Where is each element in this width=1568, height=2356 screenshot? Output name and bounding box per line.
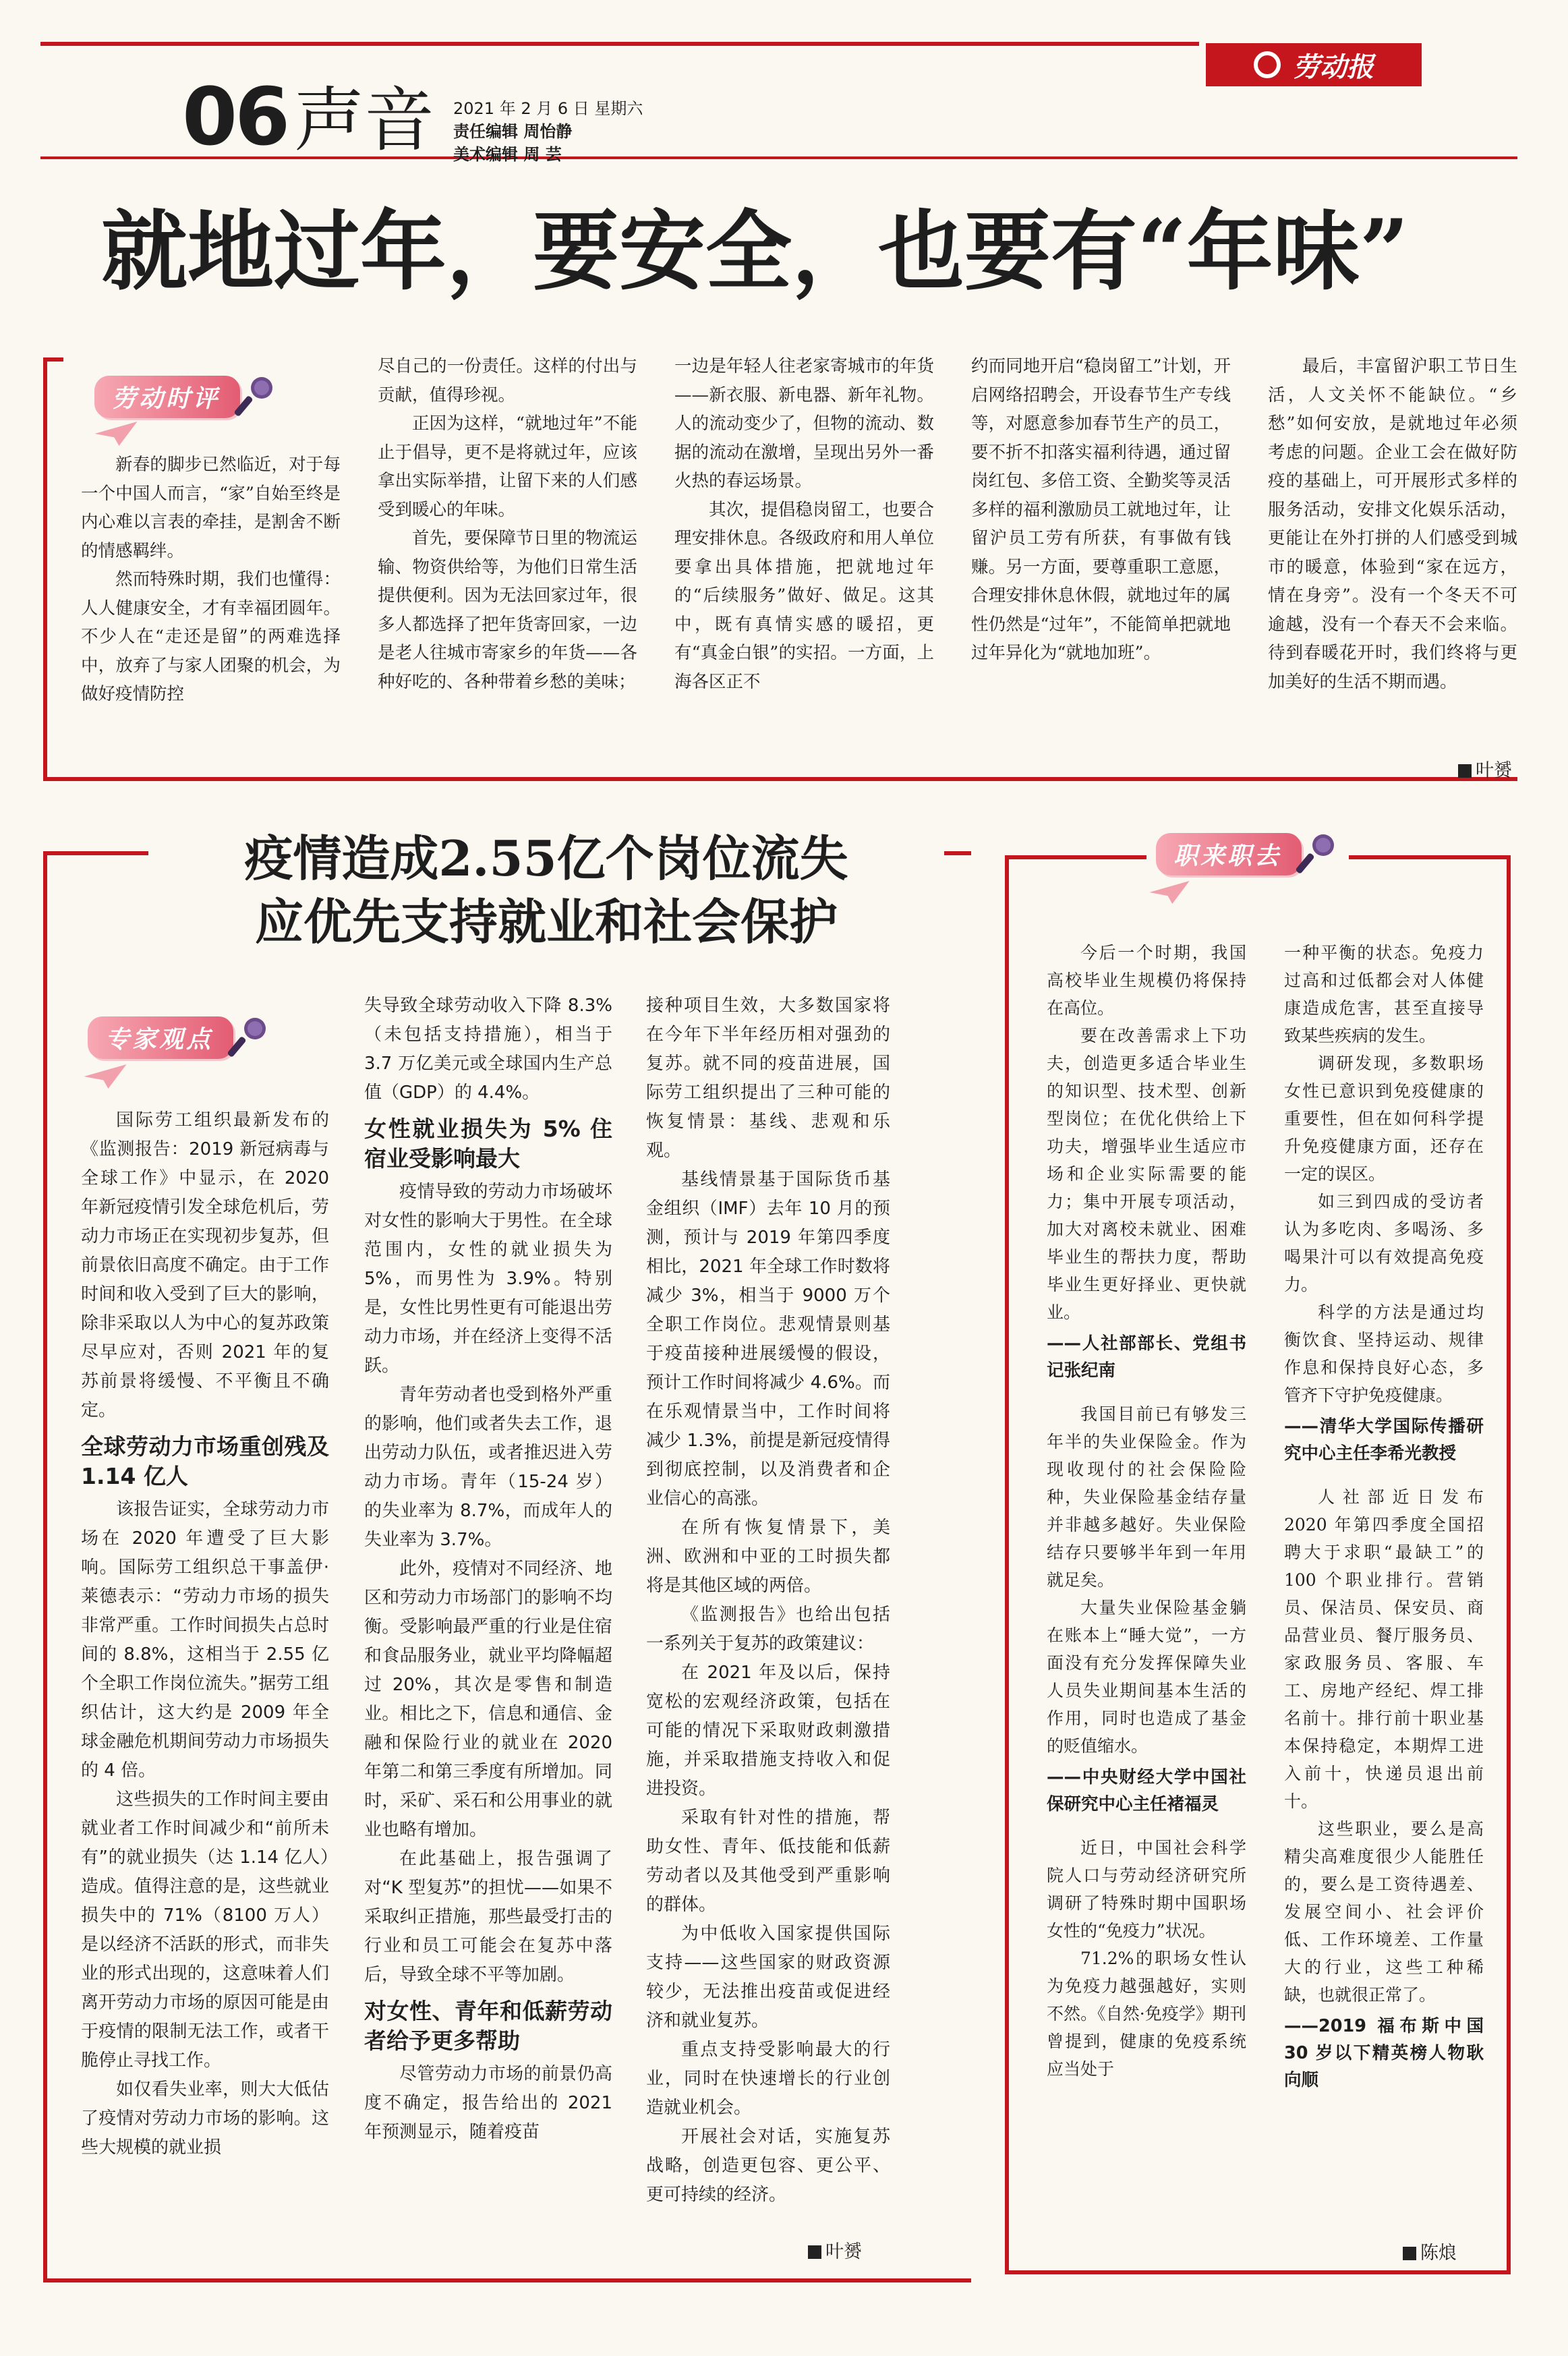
paper-plane-icon — [84, 1064, 127, 1089]
paragraph: 如三到四成的受访者认为多吃肉、多喝汤、多喝果汁可以有效提高免疫力。 — [1284, 1192, 1484, 1294]
paragraph: 国际劳工组织最新发布的《监测报告：2019 新冠病毒与全球工作》中显示，在 2020 年新冠疫情引发全球危机后，劳动力市场正在实现初步复苏，但前景依旧高度不确定。由于工作时间和收入受到了巨大的影响，除非采取以人为中心的复苏政策尽早应对，否则 2021 年的复苏前景将缓慢、不平衡且不确定。 — [81, 1110, 329, 1420]
paragraph: 采取有针对性的措施，帮助女性、青年、低技能和低薪劳动者以及其他受到严重影响的群体。 — [646, 1808, 890, 1915]
paragraph: 青年劳动者也受到格外严重的影响，他们或者失去工作，退出劳动力队伍，或者推迟进入劳动力市场。青年（15-24 岁）的失业率为 8.7%，而成年人的失业率为 3.7%。 — [364, 1385, 612, 1550]
paragraph: 基线情景基于国际货币基金组织（IMF）去年 10 月的预测，预计与 2019 年第四季度相比，2021 年全球工作时数将减少 3%，相当于 9000 万个全职工作岗位。悲观情景则基于疫苗接种进展缓慢的假设，预计工作时间将减少 4.6%。而在乐观情景当中，工作时间将减少 1.3%，前提是新冠疫情得到彻底控制，以及消费者和企业信心的高涨。 — [646, 1170, 890, 1509]
logo-text: 劳动报 — [1293, 51, 1374, 83]
article2-author — [808, 2237, 862, 2263]
author-square-icon — [1403, 2247, 1416, 2260]
paper-plane-icon — [1149, 881, 1190, 904]
paragraph: 《监测报告》也给出包括一系列关于复苏的政策建议： — [646, 1605, 890, 1654]
article1-author — [1458, 755, 1512, 782]
article2-column-3 — [646, 992, 890, 2210]
badge-label: 职来职去 — [1156, 833, 1302, 875]
editor-line: 责任编辑 周怡静 — [453, 122, 573, 141]
paragraph: 约而同地开启“稳岗留工”计划，开启网络招聘会，开设春节生产专线等，对愿意参加春节生产的员工，要不折不扣落实福利待遇，通过留岗红包、多倍工资、全勤奖等灵活多样的福利激励员工就地过年，让留沪员工劳有所获，有事做有钱赚。另一方面，要尊重职工意愿，合理安排休息休假，就地过年的属性仍然是“过年”，不能简单把就地过年异化为“就地加班”。 — [971, 356, 1231, 663]
top-rule — [40, 42, 1199, 46]
paragraph: 首先，要保障节日里的物流运输、物资供给等，为他们日常生活提供便利。因为无法回家过年，很多人都选择了把年货寄回家，一边是老人往城市寄家乡的年货——各种好吃的、各种带着乡愁的美味； — [378, 528, 637, 692]
article2-column-1 — [81, 1106, 329, 2162]
article2-column-2 — [364, 992, 612, 2147]
paragraph: 疫情导致的劳动力市场破坏对女性的影响大于男性。在全球范围内，女性的就业损失为 5%，而男性为 3.9%。特别是，女性比男性更有可能退出劳动力市场，并在经济上变得不活跃。 — [364, 1182, 612, 1376]
article1-column-3 — [674, 352, 934, 696]
author-name: 叶赟 — [1476, 760, 1512, 781]
paragraph: 最后，丰富留沪职工节日生活，人文关怀不能缺位。“乡愁”如何安放，是就地过年必须考虑的问题。企业工会在做好防疫的基础上，可开展形式多样的服务活动，安排文化娱乐活动，更能让在外打拼的人们感受到城市的暖意，体验到“家在远方，情在身旁”。没有一个冬天不可逾越，没有一个春天不会来临。待到春暖花开时，我们终将与更加美好的生活不期而遇。 — [1268, 356, 1517, 692]
masthead-meta — [453, 97, 643, 166]
paragraph: 大量失业保险基金躺在账本上“睡大觉”，一方面没有充分发挥保障失业人员失业期间基本生活的作用，同时也造成了基金的贬值缩水。 — [1047, 1598, 1246, 1756]
quote-attribution: ——人社部部长、党组书记张纪南 — [1047, 1333, 1246, 1381]
badge-label: 专家观点 — [88, 1016, 233, 1059]
paragraph: 尽自己的一份责任。这样的付出与贡献，值得珍视。 — [378, 356, 637, 405]
article2-headline — [148, 827, 944, 954]
date-line: 2021 年 2 月 6 日 星期六 — [453, 99, 643, 118]
author-name: 陈烺 — [1420, 2243, 1457, 2264]
paragraph: 重点支持受影响最大的行业，同时在快速增长的行业创造就业机会。 — [646, 2040, 890, 2118]
paragraph: 人社部近日发布 2020 年第四季度全国招聘大于求职“最缺工”的 100 个职业排行。营销员、保洁员、保安员、商品营业员、餐厅服务员、家政服务员、客服、车工、房地产经纪、焊工排名前十。排行前十职业基本保持稳定，本期焊工进入前十，快递员退出前十。 — [1284, 1487, 1484, 1811]
subheading: 对女性、青年和低薪劳动者给予更多帮助 — [364, 1998, 612, 2054]
article1-column-5 — [1268, 352, 1517, 696]
page-number: 06 — [182, 70, 288, 163]
author-square-icon — [808, 2245, 821, 2259]
paragraph: 然而特殊时期，我们也懂得：人人健康安全，才有幸福团圆年。不少人在“走还是留”的两难选择中，放弃了与家人团聚的机会，为做好疫情防控 — [81, 569, 341, 704]
paragraph: 开展社会对话，实施复苏战略，创造更包容、更公平、更可持续的经济。 — [646, 2127, 890, 2205]
paragraph: 近日，中国社会科学院人口与劳动经济研究所调研了特殊时期中国职场女性的“免疫力”状况。 — [1047, 1838, 1246, 1941]
article2-headline-line2: 应优先支持就业和社会保护 — [254, 893, 838, 950]
paper-plane-icon — [94, 422, 138, 446]
paragraph: 接种项目生效，大多数国家将在今年下半年经历相对强劲的复苏。就不同的疫苗进展，国际劳工组织提出了三种可能的恢复情景：基线、悲观和乐观。 — [646, 996, 890, 1161]
microphone-icon — [1292, 830, 1339, 878]
paragraph: 要在改善需求上下功夫，创造更多适合毕业生的知识型、技术型、创新型岗位；在优化供给上下功夫，增强毕业生适应市场和企业实际需要的能力；集中开展专项活动，加大对离校未就业、困难毕业生的帮扶力度，帮助毕业生更好择业、更快就业。 — [1047, 1026, 1246, 1322]
article3-column-1 — [1047, 939, 1246, 2083]
paragraph: 科学的方法是通过均衡饮食、坚持运动、规律作息和保持良好心态，多管齐下守护免疫健康。 — [1284, 1302, 1484, 1405]
article3-column-2 — [1284, 939, 1484, 2110]
article1-frame-top-tick — [43, 357, 63, 362]
microphone-icon — [231, 373, 278, 420]
paragraph: 在 2021 年及以后，保持宽松的宏观经济政策，包括在可能的情况下采取财政刺激措施，并采取措施支持收入和促进投资。 — [646, 1663, 890, 1799]
paragraph: 新春的脚步已然临近，对于每一个中国人而言，“家”自始至终是内心难以言表的牵挂，是割舍不断的情感羁绊。 — [81, 455, 341, 561]
paragraph: 一种平衡的状态。免疫力过高和过低都会对人体健康造成危害，甚至直接导致某些疾病的发生。 — [1284, 943, 1484, 1045]
article1-column-1 — [81, 451, 341, 709]
article2-headline-line1: 疫情造成2.55亿个岗位流失 — [244, 830, 848, 887]
paragraph: 今后一个时期，我国高校毕业生规模仍将保持在高位。 — [1047, 943, 1246, 1018]
paragraph: 在此基础上，报告强调了对“K 型复苏”的担忧——如果不采取纠正措施，那些最受打击的行业和员工可能会在复苏中落后，导致全球不平等加剧。 — [364, 1849, 612, 1985]
author-name: 叶赟 — [825, 2241, 862, 2262]
paragraph: 失导致全球劳动收入下降 8.3%（未包括支持措施），相当于 3.7 万亿美元或全球国内生产总值（GDP）的 4.4%。 — [364, 996, 612, 1103]
quote-attribution: ——2019 福布斯中国 30 岁以下精英榜人物耿向顺 — [1284, 2016, 1484, 2090]
paragraph: 这些职业，要么是高精尖高难度很少人能胜任的，要么是工资待遇差、发展空间小、社会评价低、工作环境差、工作量大的行业，这些工种稀缺，也就很正常了。 — [1284, 1819, 1484, 2005]
badge-labor-commentary — [94, 370, 278, 424]
article1-column-4 — [971, 352, 1231, 668]
author-square-icon — [1458, 764, 1472, 778]
paragraph: 该报告证实，全球劳动力市场在 2020 年遭受了巨大影响。国际劳工组织总干事盖伊·莱德表示：“劳动力市场的损失非常严重。工作时间损失占总时间的 8.8%，这相当于 2.55 亿个全职工作岗位流失。”据劳工组织估计，这大约是 2009 年全球金融危机期间劳动力市场损失的 4 倍。 — [81, 1499, 329, 1781]
badge-career-moves — [1146, 827, 1349, 881]
microphone-icon — [224, 1014, 271, 1061]
art-editor-line: 美术编辑 周 芸 — [453, 145, 562, 164]
logo-mark-icon — [1254, 51, 1281, 78]
subheading: 全球劳动力市场重创残及 1.14 亿人 — [81, 1433, 329, 1489]
quote-attribution: ——中央财经大学中国社保研究中心主任褚福灵 — [1047, 1767, 1246, 1814]
paragraph: 如仅看失业率，则大大低估了疫情对劳动力市场的影响。这些大规模的就业损 — [81, 2079, 329, 2158]
paragraph: 此外，疫情对不同经济、地区和劳动力市场部门的影响不均衡。受影响最严重的行业是住宿和食品服务业，就业平均降幅超过 20%，其次是零售和制造业。相比之下，信息和通信、金融和保险行业的就业在 2020 年第二和第三季度有所增加。同时，采矿、采石和公用事业的就业也略有增加。 — [364, 1559, 612, 1840]
badge-expert-view — [88, 1010, 271, 1064]
article3-author — [1403, 2238, 1457, 2264]
paragraph: 尽管劳动力市场的前景仍高度不确定，报告给出的 2021 年预测显示，随着疫苗 — [364, 2064, 612, 2142]
paragraph: 正因为这样，“就地过年”不能止于倡导，更不是将就过年，应该拿出实际举措，让留下来的人们感受到暖心的年味。 — [378, 413, 637, 520]
paragraph: 这些损失的工作时间主要由就业者工作时间减少和“前所未有”的就业损失（达 1.14 亿人）造成。值得注意的是，这些就业损失中的 71%（8100 万人）是以经济不活跃的形式，而非失业的形式出现的，这意味着人们离开劳动力市场的原因可能是由于疫情的限制无法工作，或者干脆停止寻找工作。 — [81, 1789, 329, 2071]
paragraph: 一边是年轻人往老家寄城市的年货——新衣服、新电器、新年礼物。人的流动变少了，但物的流动、数据的流动在激增，呈现出另外一番火热的春运场景。 — [674, 356, 934, 491]
paragraph: 71.2%的职场女性认为免疫力越强越好，实则不然。《自然·免疫学》期刊曾提到，健康的免疫系统应当处于 — [1047, 1949, 1246, 2079]
article1-headline: 就地过年，要安全，也要有“年味” — [101, 201, 1410, 302]
paragraph: 在所有恢复情景下，美洲、欧洲和中亚的工时损失都将是其他区域的两倍。 — [646, 1518, 890, 1596]
section-name: 声音 — [294, 79, 435, 161]
paragraph: 我国目前已有够发三年半的失业保险金。作为现收现付的社会保险险种，失业保险基金结存量并非越多越好。失业保险结存只要够半年到一年用就足矣。 — [1047, 1404, 1246, 1590]
badge-label: 劳动时评 — [94, 376, 240, 418]
subheading: 女性就业损失为 5% 住宿业受影响最大 — [364, 1116, 612, 1172]
paragraph: 为中低收入国家提供国际支持——这些国家的财政资源较少，无法推出疫苗或促进经济和就业复苏。 — [646, 1924, 890, 2031]
paragraph: 调研发现，多数职场女性已意识到免疫健康的重要性，但在如何科学提升免疫健康方面，还存在一定的误区。 — [1284, 1054, 1484, 1184]
quote-attribution: ——清华大学国际传播研究中心主任李希光教授 — [1284, 1416, 1484, 1464]
masthead-logo — [1206, 43, 1422, 86]
article1-column-2 — [378, 352, 637, 696]
paragraph: 其次，提倡稳岗留工，也要合理安排休息。各级政府和用人单位要拿出具体措施，把就地过年的“后续服务”做好、做足。这其中，既有真情实感的暖招，更有“真金白银”的实招。一方面，上海各区正不 — [674, 499, 934, 692]
